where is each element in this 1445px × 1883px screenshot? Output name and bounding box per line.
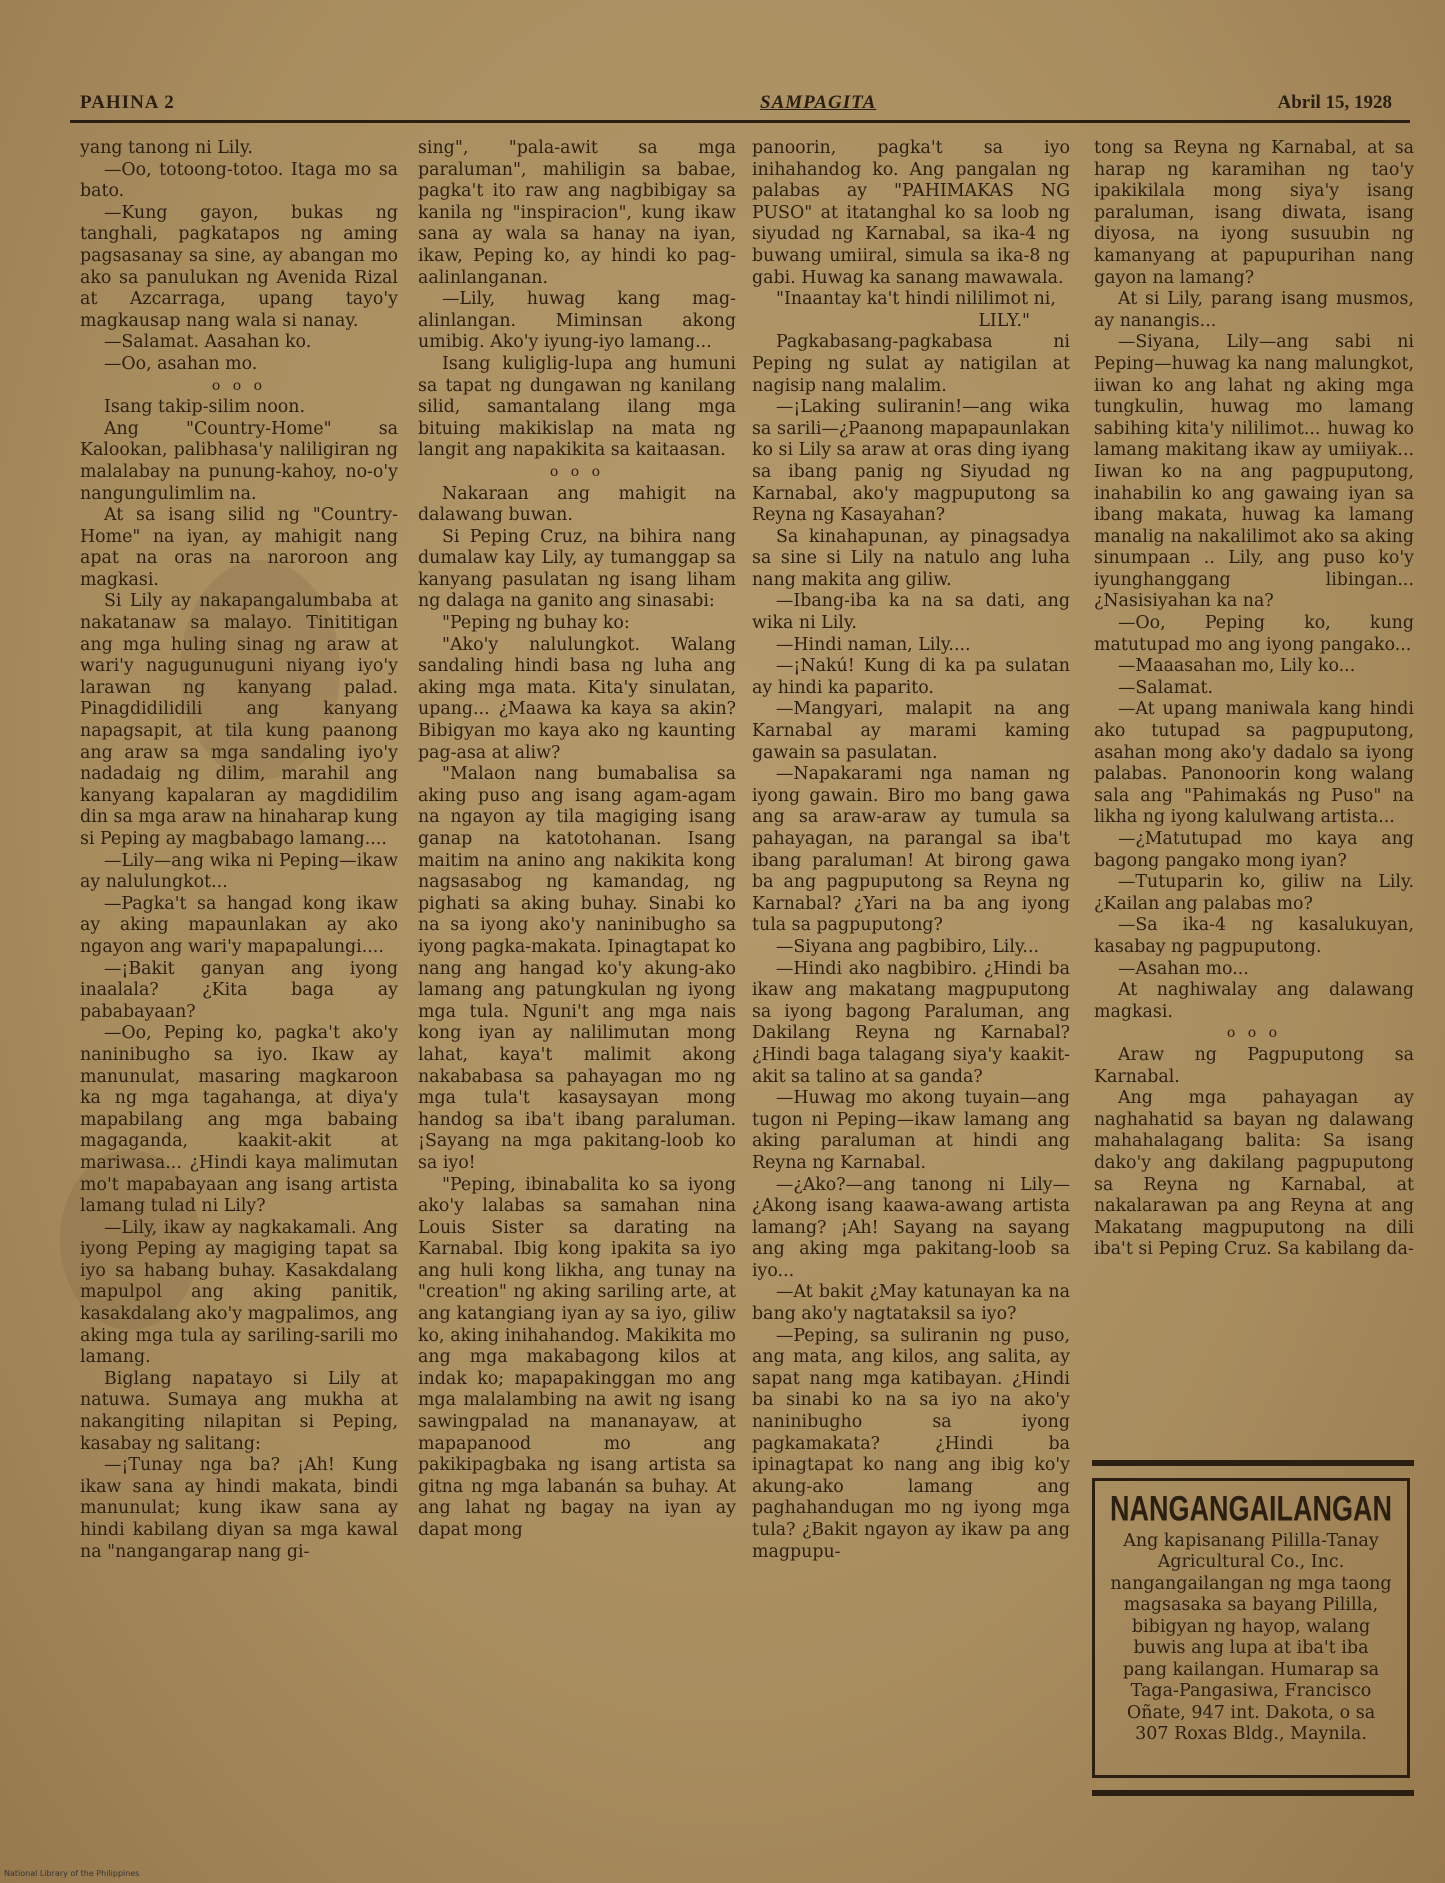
paragraph: —Oo, Peping ko, kung matutupad mo ang iyong pangako... [1094, 613, 1414, 655]
paragraph: —At bakit ¿May katunayan ka na bang ako'y nagtataksil sa iyo? [752, 1282, 1070, 1325]
paragraph: —Hindi ako nagbibiro. ¿Hindi ba ikaw ang makatang magpuputong sa iyong bagong Paraluman, ang Dakilang Reyna ng Karnabal? ¿Hindi baga talagang siya'y kaakit-akit sa talino at sa ganda? [752, 958, 1070, 1087]
paragraph: LILY." [978, 310, 1030, 331]
paragraph: Pagkabasang-pagkabasa ni Peping ng sulat ay natigilan at nagisip nang malalim. [752, 332, 1070, 396]
text-column-3 [752, 138, 1070, 1798]
library-credit: National Library of the Philippines [4, 1869, 140, 1878]
page-header [70, 92, 1410, 118]
paragraph: At sa isang silid ng "Country-Home" na iyan, ay mahigit nang apat na oras na naroroon ang magkasi. [80, 505, 398, 590]
paragraph: Araw ng Pagpuputong sa Karnabal. [1094, 1044, 1414, 1087]
paragraph: —Asahan mo... [1118, 958, 1249, 979]
paragraph: panoorin, pagka't sa iyo inihahandog ko. Ang pangalan ng palabas ay "PAHIMAKAS NG PUSO" at itatanghal ko sa loob ng siyudad ng Karnabal, sa ika-4 ng buwang umiiral, simula sa ika-8 ng gabi. Huwag ka sanang mawawala. [752, 138, 1070, 288]
text-column-4 [1094, 138, 1414, 1438]
paragraph: yang tanong ni Lily. [80, 138, 253, 158]
paragraph: —Ibang-iba ka na sa dati, ang wika ni Lily. [752, 591, 1070, 634]
paragraph: —Sa ika-4 ng kasalukuyan, kasabay ng pagpuputong. [1094, 915, 1414, 957]
text-column-2 [418, 138, 736, 1798]
text-column-1 [80, 138, 398, 1798]
paragraph: At naghiwalay ang dalawang magkasi. [1094, 980, 1414, 1022]
paragraph: —Napakarami nga naman ng iyong gawain. Biro mo bang gawa ang sa araw-araw ay tumula sa pahayagan, na parangal sa iba't ibang paraluman! At birong gawa ba ang pagpuputong sa Reyna ng Karnabal? ¿Yari na ba ang iyong tula sa pagpuputong? [752, 764, 1070, 936]
section-divider: o o o [211, 377, 267, 394]
paragraph: —Mangyari, malapit na ang Karnabal ay marami kaming gawain sa pasulatan. [752, 699, 1070, 763]
paragraph: —Peping, sa suliranin ng puso, ang mata, ang kilos, ang salita, ay sapat nang mga katibayan. ¿Hindi ba sinabi ko na sa iyo na ako'y naninibugho sa iyong pagkamakata? ¿Hindi ba ipinagtapat ko nang ang ibig ko'y akung-ako lamang ang paghahandugan mo ng iyong mga tula? ¿Bakit ngayon ay ikaw pa ang magpupu- [752, 1325, 1070, 1562]
paragraph: At si Lily, parang isang musmos, ay nanangis... [1094, 289, 1414, 331]
paragraph: —Oo, totoong-totoo. Itaga mo sa bato. [80, 159, 398, 202]
paragraph: —Oo, Peping ko, pagka't ako'y naninibugho sa iyo. Ikaw ay manunulat, masaring magkaroon ka ng mga tagahanga, at diya'y mapabilang ang mga babaing magaganda, kaakit-akit at mariwasa... ¿Hindi kaya malimutan mo't mapabayaan ang isang artista lamang tulad ni Lily? [80, 1023, 398, 1217]
paragraph: —Salamat. Aasahan ko. [104, 332, 312, 353]
paragraph: —Kung gayon, bukas ng tanghali, pagkatapos ng aming pagsasanay sa sine, ay abangan mo ako sa panulukan ng Avenida Rizal at Azcarraga, upang tayo'y magkausap nang wala si nanay. [80, 202, 398, 331]
paragraph: tong sa Reyna ng Karnabal, at sa harap ng karamihan ng tao'y ipakikilala mong siya'y isang paraluman, isang diwata, isang diyosa, na iyong susuubin ng kamanyang at papupurihan nang gayon na lamang? [1094, 138, 1414, 288]
paragraph: Nakaraan ang mahigit na dalawang buwan. [418, 483, 736, 526]
masthead-title: SAMPAGITA [760, 92, 877, 113]
paragraph: —Oo, asahan mo. [104, 353, 258, 374]
header-rule [70, 120, 1410, 123]
paragraph: Sa kinahapunan, ay pinagsadya sa sine si Lily na natulo ang luha nang makita ang giliw. [752, 526, 1070, 590]
paragraph: —Pagka't sa hangad kong ikaw ay aking mapaunlakan ay ako ngayon ang wari'y mapapalungi.... [80, 893, 398, 957]
paragraph: "Inaantay ka't hindi nililimot ni, [776, 289, 1056, 310]
paragraph: Isang takip-silim noon. [104, 397, 305, 418]
classified-ad [1092, 1478, 1410, 1778]
page-number-label: PAHINA 2 [80, 92, 175, 113]
paragraph: Ang mga pahayagan ay naghahatid sa bayan ng dalawang mahahalagang balita: Sa isang dako'y ang dakilang pagpuputong sa Reyna ng Karnabal, at nakalarawan pa ang Reyna at ang Makatang magpuputong na dili iba't si Peping Cruz. Sa kabilang da- [1094, 1088, 1414, 1260]
paragraph: —Maaasahan mo, Lily ko... [1118, 656, 1356, 677]
paragraph: —Tutuparin ko, giliw na Lily. ¿Kailan ang palabas mo? [1094, 872, 1414, 914]
paragraph: —Lily, ikaw ay nagkakamali. Ang iyong Peping ay magiging tapat sa iyo sa habang buhay. Kasakdalang mapulpol ang aking panitik, kasakdalang ako'y magpalimos, ang aking mga tula ay sariling-sarili mo lamang. [80, 1217, 398, 1368]
paragraph: "Malaon nang bumabalisa sa aking puso ang isang agam-agam na ngayon ay tila magiging isang ganap na katotohanan. Isang maitim na anino ang nakikita kong nagsasabog ng kamandag, ng pighati sa aking buhay. Sinabi ko na sa iyong ako'y naninibugho sa iyong pagka-makata. Ipinagtapat ko nang ang hangad ko'y akung-ako lamang ang patungkulan ng iyong mga tula. Nguni't ang mga nais kong iyan ay nalilimutan mong lahat, kaya't malimit akong nakababasa sa pahayagan mo ng mga tula't kasaysayan mong handog sa iba't ibang paraluman. ¡Sayang na mga pakitang-loob ko sa iyo! [418, 764, 736, 1173]
paragraph: —Lily—ang wika ni Peping—ikaw ay nalulungkot... [80, 850, 398, 893]
ad-body: Ang kapisanang Pililla-Tanay Agricultural Co., Inc. nangangailangan ng mga taong magsasaka sa bayang Pililla, bibigyan ng hayop, walang buwis ang lupa at iba't iba pang kailangan. Humarap sa Taga-Pangasiwa, Francisco Oñate, 947 int. Dakota, o sa 307 Roxas Bldg., Maynila. [1110, 1530, 1392, 1744]
section-divider: o o o [1226, 1025, 1282, 1042]
paragraph: —Huwag mo akong tuyain—ang tugon ni Peping—ikaw lamang ang aking paraluman at hindi ang Reyna ng Karnabal. [752, 1088, 1070, 1173]
paragraph: —At upang maniwala kang hindi ako tutupad sa pagpuputong, asahan mong ako'y dadalo sa iyong palabas. Panonoorin kong walang sala ang "Pahimakás ng Puso" na likha ng iyong kalulwang artista... [1094, 699, 1414, 828]
paragraph: "Peping ng buhay ko: [442, 613, 630, 634]
ad-bottom-rule [1092, 1790, 1414, 1796]
ad-top-rule [1092, 1460, 1414, 1466]
paragraph: Isang kuliglig-lupa ang humuni sa tapat ng dungawan ng kanilang silid, samantalang ilang mga bituing makikislap na mata ng langit ang napakikita sa kaitaasan. [418, 353, 736, 461]
paragraph: Si Lily ay nakapangalumbaba at nakatanaw sa malayo. Tinititigan ang mga huling sinag ng araw at wari'y nagugunuguni niyang iyo'y larawan ng kanyang palad. Pinagdidilidili ang kanyang napagsapit, at tila kung paanong ang araw sa mga sandaling iyo'y nadadaig ng dilim, marahil ang kanyang kapalaran ay magdidilim din sa mga araw na hinaharap kung si Peping ay magbabago lamang.... [80, 591, 398, 849]
paragraph: Biglang napatayo si Lily at natuwa. Sumaya ang mukha at nakangiting nilapitan si Peping, kasabay ng salitang: [80, 1368, 398, 1454]
paragraph: "Peping, ibinabalita ko sa iyong ako'y lalabas sa samahan nina Louis Sister sa darating na Karnabal. Ibig kong ipakita sa iyo ang huli kong likha, ang tunay na "creation" ng aking sariling arte, at ang katangiang iyan ay sa iyo, giliw ko, aking inihahandog. Makikita mo ang mga makabagong kilos at indak ko; mapapakinggan mo ang mga malalambing na awit ng isang sawingpalad na mananayaw, at mapapanood mo ang pakikipagbaka ng isang artista sa gitna ng mga labanán sa buhay. At ang lahat ng bagay na iyan ay dapat mong [418, 1174, 736, 1540]
issue-date: Abril 15, 1928 [1277, 92, 1392, 113]
section-divider: o o o [549, 463, 605, 480]
paragraph: —Salamat. [1118, 677, 1213, 698]
paragraph: —¿Matutupad mo kaya ang bagong pangako mong iyan? [1094, 829, 1414, 871]
paragraph: Ang "Country-Home" sa Kalookan, palibhasa'y naliligiran ng malalabay na punung-kahoy, no-o'y nangungulimlim na. [80, 418, 398, 504]
paragraph: —¡Laking suliranin!—ang wika sa sarili—¿Paanong mapapaunlakan ko si Lily sa araw at oras ding iyang sa ibang panig ng Siyudad ng Karnabal, ako'y magpuputong sa Reyna ng Kasayahan? [752, 397, 1070, 526]
paragraph: —¡Bakit ganyan ang iyong inaalala? ¿Kita baga ay pababayaan? [80, 958, 398, 1022]
paragraph: "Ako'y nalulungkot. Walang sandaling hindi basa ng luha ang aking mga mata. Kita'y sinulatan, upang... ¿Maawa ka kaya sa akin? Bibigyan mo kaya ako ng kaunting pag-asa at aliw? [418, 634, 736, 763]
paragraph: sing", "pala-awit sa mga paraluman", mahiligin sa babae, pagka't ito raw ang nagbibigay sa kanila ng "inspiracion", kung ikaw sana ay wala sa hanay na iyan, ikaw, Peping ko, ay hindi ko pag-aalinlanganan. [418, 138, 736, 288]
paragraph: —¡Nakú! Kung di ka pa sulatan ay hindi ka paparito. [752, 656, 1070, 698]
paragraph: —Siyana, Lily—ang sabi ni Peping—huwag ka nang malungkot, iiwan ko ang lahat ng aking mga tungkulin, huwag mo lamang sabihing kita'y nililimot... huwag ko lamang makitang ikaw ay umiiyak... Iiwan ko na ang pagpuputong, inahabilin ko ang gawaing iyan sa ibang makata, huwag ka lamang manalig na nakalilimot ako sa aking sinumpaan .. Lily, ang puso ko'y iyunghanggang libingan... ¿Nasisiyahan ka na? [1094, 332, 1414, 612]
paragraph: —Siyana ang pagbibiro, Lily... [776, 936, 1040, 957]
paragraph: —¡Tunay nga ba? ¡Ah! Kung ikaw sana ay hindi makata, bindi manunulat; kung ikaw sana ay hindi kabilang diyan sa mga kawal na "nangangarap nang gi- [80, 1455, 398, 1562]
paragraph: —Lily, huwag kang mag-alinlangan. Miminsan akong umibig. Ako'y iyung-iyo lamang... [418, 289, 736, 353]
paragraph: —Hindi naman, Lily.... [776, 634, 971, 655]
ad-title: NANGANGAILANGAN [1110, 1489, 1392, 1529]
paragraph: —¿Ako?—ang tanong ni Lily—¿Akong isang kaawa-awang artista lamang? ¡Ah! Sayang na sayang ang aking mga pakitang-loob sa iyo... [752, 1174, 1070, 1281]
paragraph: Si Peping Cruz, na bihira nang dumalaw kay Lily, ay tumanggap sa kanyang pasulatan ng isang liham ng dalaga na ganito ang sinasabi: [418, 526, 736, 612]
